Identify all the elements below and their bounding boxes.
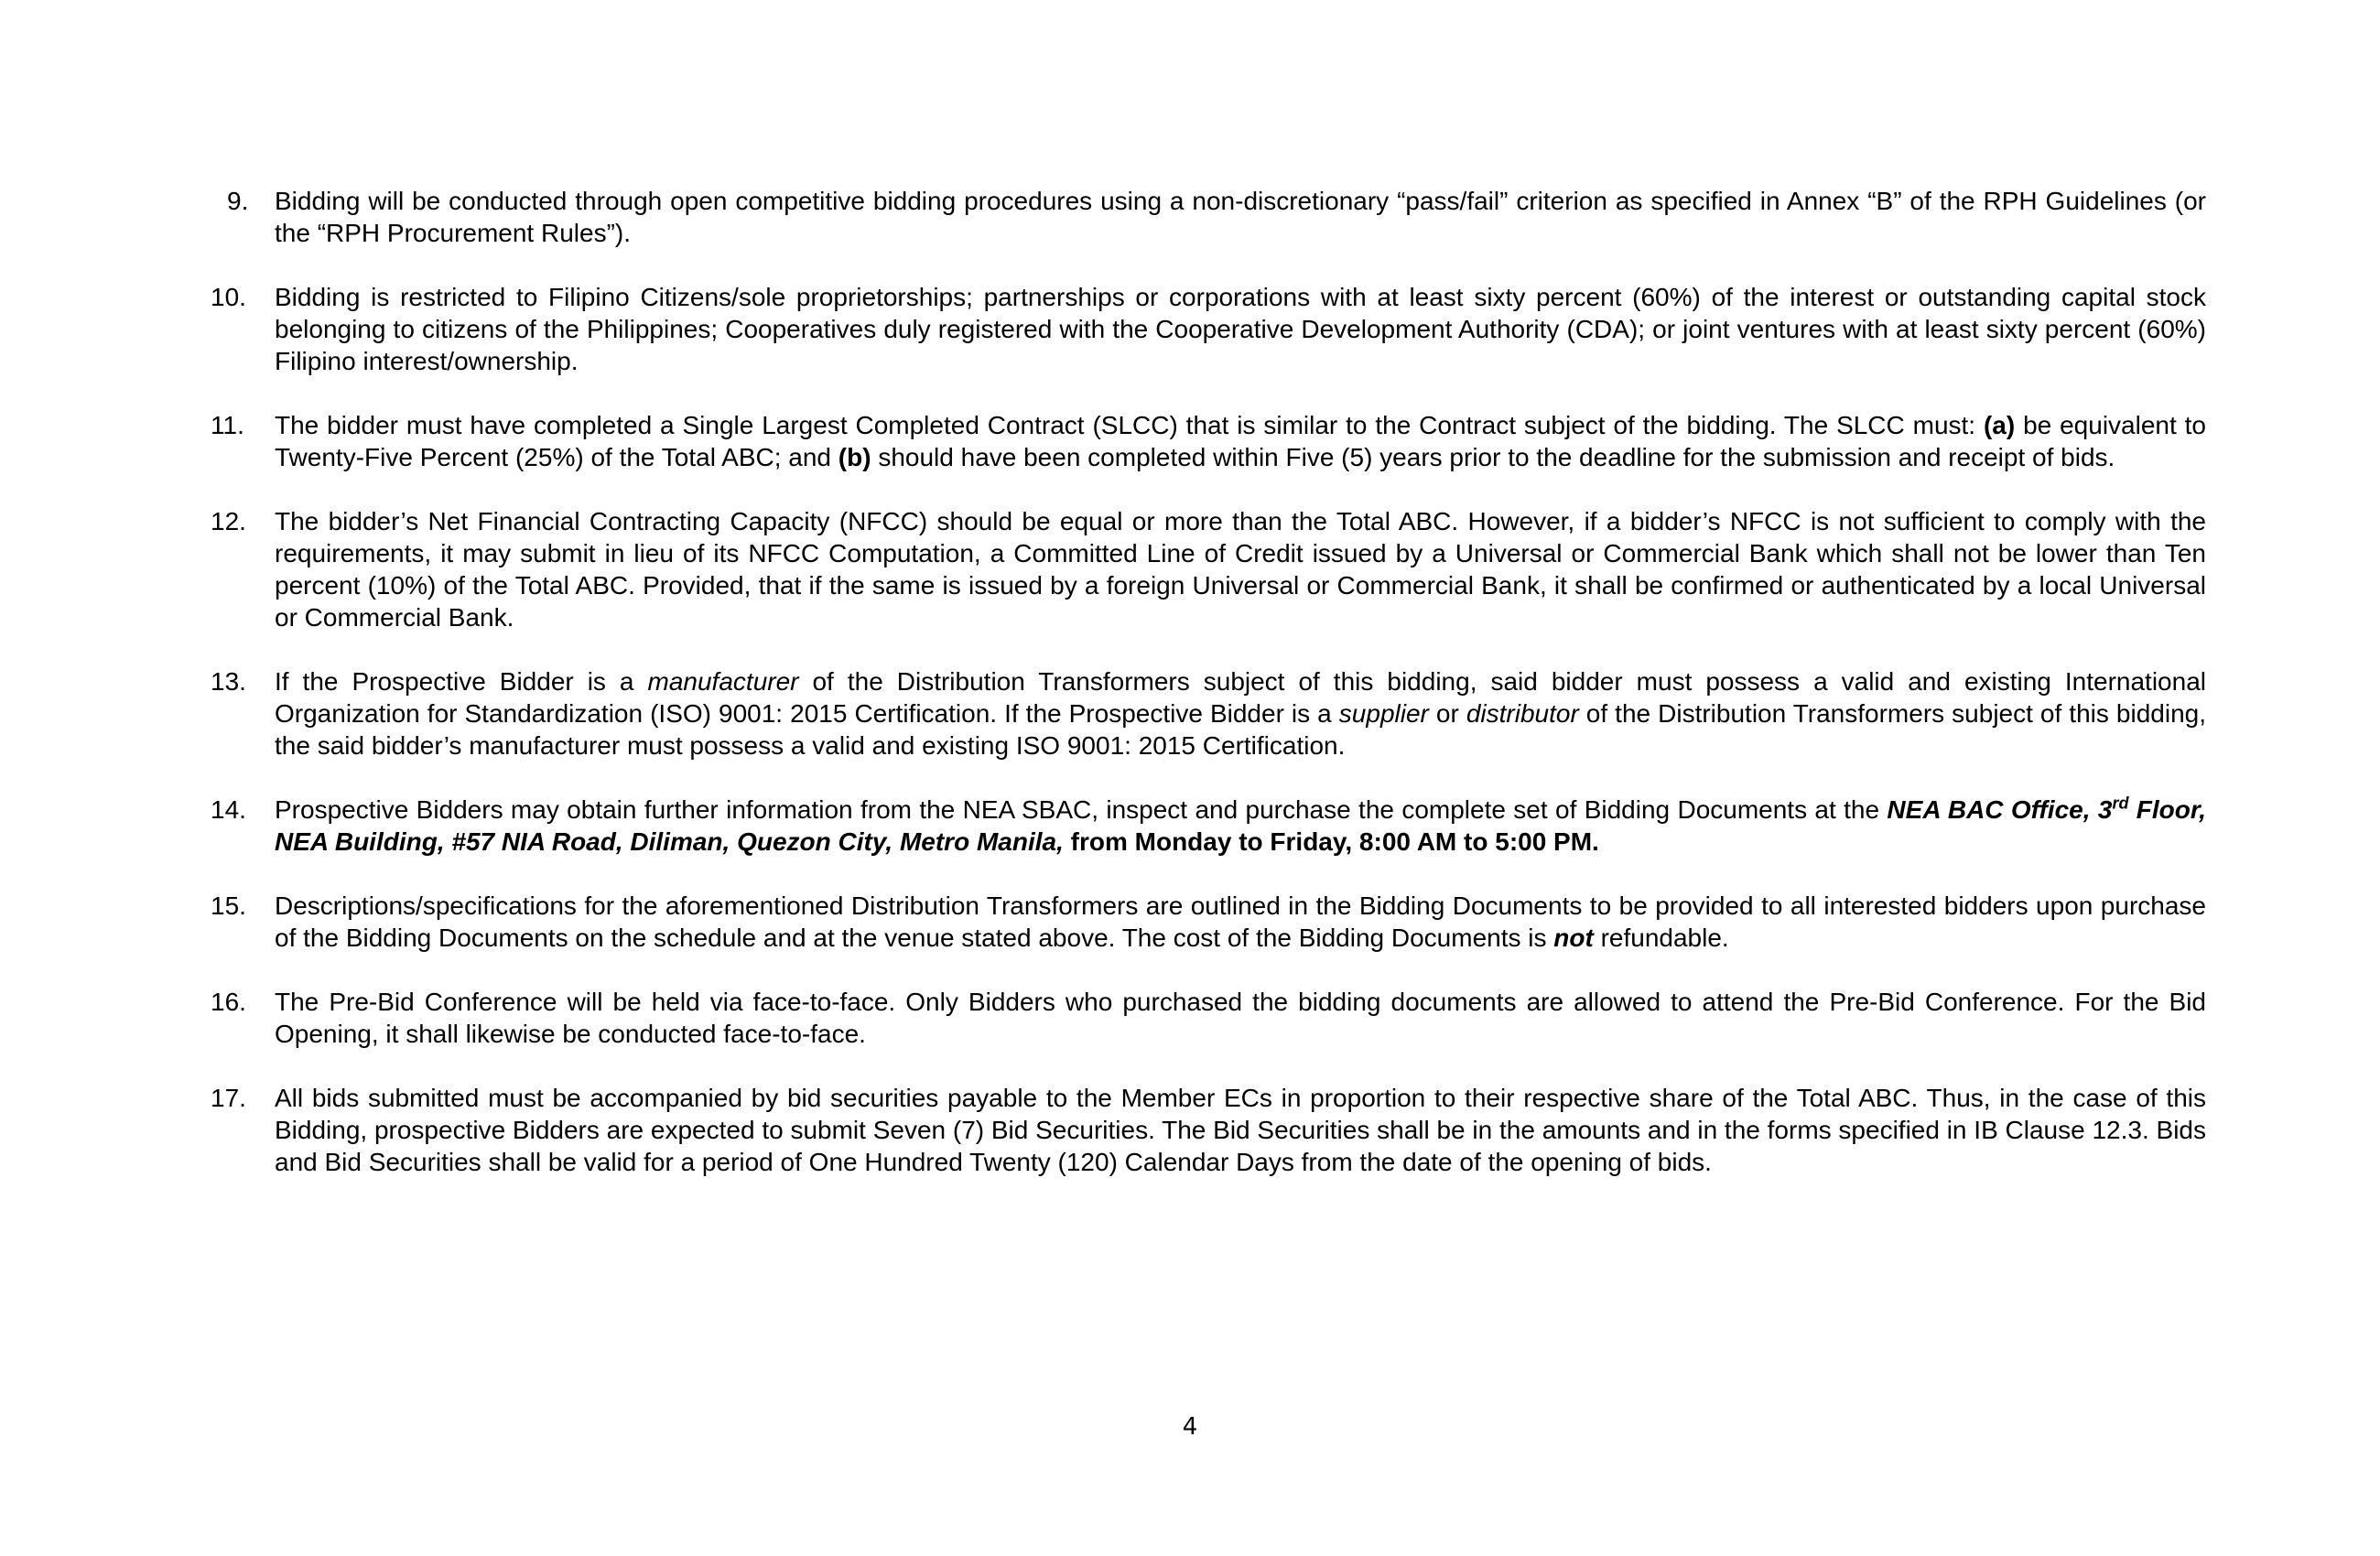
list-item-10: [211, 281, 2206, 377]
item-text-part: or: [1428, 699, 1466, 728]
item-text-part: Bidding is restricted to Filipino Citizens/sole proprietorships; partnerships or corporations with at least sixty percent (60%) of the interest or outstanding capital stock belonging to citizens of the Philippines; Cooperatives duly registered with the Cooperative Development Authority (CDA); or joint ventures with at least sixty percent (60%) Filipino interest/ownership.: [275, 283, 2206, 375]
list-item-13: [211, 665, 2206, 762]
item-number: 14.: [211, 795, 246, 824]
item-text-part: All bids submitted must be accompanied by bid securities payable to the Member ECs in proportion to their respective share of the Total ABC. Thus, in the case of this Bidding, prospective Bidders are expected to submit Seven (7) Bid Securities. The Bid Securities shall be in the amounts and in the forms specified in IB Clause 12.3. Bids and Bid Securities shall be valid for a period of One Hundred Twenty (120) Calendar Days from the date of the opening of bids.: [275, 1084, 2206, 1176]
item-text-part: Bidding will be conducted through open competitive bidding procedures using a non-discretionary “pass/fail” criterion as specified in Annex “B” of the RPH Guidelines (or the “RPH Procurement Rules”).: [275, 187, 2206, 247]
list-item-12: [211, 505, 2206, 633]
numbered-list: [211, 185, 2207, 1210]
item-text-part: refundable.: [1593, 924, 1729, 952]
list-item-11: [211, 409, 2206, 473]
item-text-bold-italic: not: [1553, 924, 1594, 952]
item-text-bold: from Monday to Friday, 8:00 AM to 5:00 PM.: [1063, 827, 1599, 856]
item-text-superscript: rd: [2112, 794, 2129, 813]
item-text-part: should have been completed within Five (5) years prior to the deadline for the submission and receipt of bids.: [871, 443, 2115, 471]
item-number: 17.: [211, 1084, 246, 1112]
item-number: 11.: [211, 411, 244, 439]
item-number: 9.: [227, 187, 249, 215]
item-text-part: The bidder’s Net Financial Contracting Capacity (NFCC) should be equal or more than the Total ABC. However, if a bidder’s NFCC is not sufficient to comply with the requirements, it may submit in lieu of its NFCC Computation, a Committed Line of Credit issued by a Universal or Commercial Bank which shall not be lower than Ten percent (10%) of the Total ABC. Provided, that if the same is issued by a foreign Universal or Commercial Bank, it shall be confirmed or authenticated by a local Universal or Commercial Bank.: [275, 507, 2206, 632]
item-text: [275, 890, 2206, 954]
item-number: 15.: [211, 891, 246, 920]
list-item-15: [211, 890, 2206, 954]
item-text-bold: (b): [838, 443, 871, 471]
item-text: [275, 986, 2206, 1050]
item-text-italic: distributor: [1466, 699, 1579, 728]
item-text-italic: manufacturer: [647, 667, 799, 696]
item-text-bold-italic: Floor, NEA Building, #57 NIA Road, Diliman, Quezon City, Metro Manila,: [275, 795, 2207, 856]
item-text-part: If the Prospective Bidder is a: [275, 667, 648, 696]
item-text-part: Prospective Bidders may obtain further information from the NEA SBAC, inspect and purchase the complete set of Bidding Documents at the: [275, 795, 1888, 824]
list-item-17: [211, 1082, 2206, 1178]
item-text-part: be equivalent to Twenty-Five Percent (25%) of the Total ABC; and: [275, 411, 2206, 471]
item-number: 16.: [211, 988, 246, 1016]
item-number: 12.: [211, 507, 246, 535]
item-text-part: The Pre-Bid Conference will be held via face-to-face. Only Bidders who purchased the bidding documents are allowed to attend the Pre-Bid Conference. For the Bid Opening, it shall likewise be conducted face-to-face.: [275, 988, 2206, 1048]
item-text: [275, 281, 2206, 377]
list-item-9: [227, 185, 2206, 249]
item-text: [275, 794, 2206, 858]
item-text-bold: (a): [1983, 411, 2016, 439]
item-text: [275, 409, 2206, 473]
item-text-part: of the Distribution Transformers subject of this bidding, said bidder must possess a valid and existing International Organization for Standardization (ISO) 9001: 2015 Certification. If the Prospective Bidder is a: [275, 667, 2206, 728]
item-text: [275, 1082, 2206, 1178]
list-item-16: [211, 986, 2206, 1050]
item-text-part: of the Distribution Transformers subject of this bidding, the said bidder’s manufacturer must possess a valid and existing ISO 9001: 2015 Certification.: [275, 699, 2206, 760]
list-item-14: [211, 794, 2207, 858]
item-text: [275, 505, 2206, 633]
item-text-part: Descriptions/specifications for the aforementioned Distribution Transformers are outlined in the Bidding Documents to be provided to all interested bidders upon purchase of the Bidding Documents on the schedule and at the venue stated above. The cost of the Bidding Documents is: [275, 891, 2206, 952]
item-text: [275, 185, 2206, 249]
item-text: [275, 665, 2206, 762]
item-number: 10.: [211, 283, 246, 311]
item-text-italic: supplier: [1338, 699, 1429, 728]
page-number: 4: [1182, 1413, 1198, 1441]
item-text-part: The bidder must have completed a Single Largest Completed Contract (SLCC) that is similar to the Contract subject of the bidding. The SLCC must:: [275, 411, 1984, 439]
item-number: 13.: [211, 667, 246, 696]
item-text-bold-italic: NEA BAC Office, 3: [1887, 795, 2113, 824]
